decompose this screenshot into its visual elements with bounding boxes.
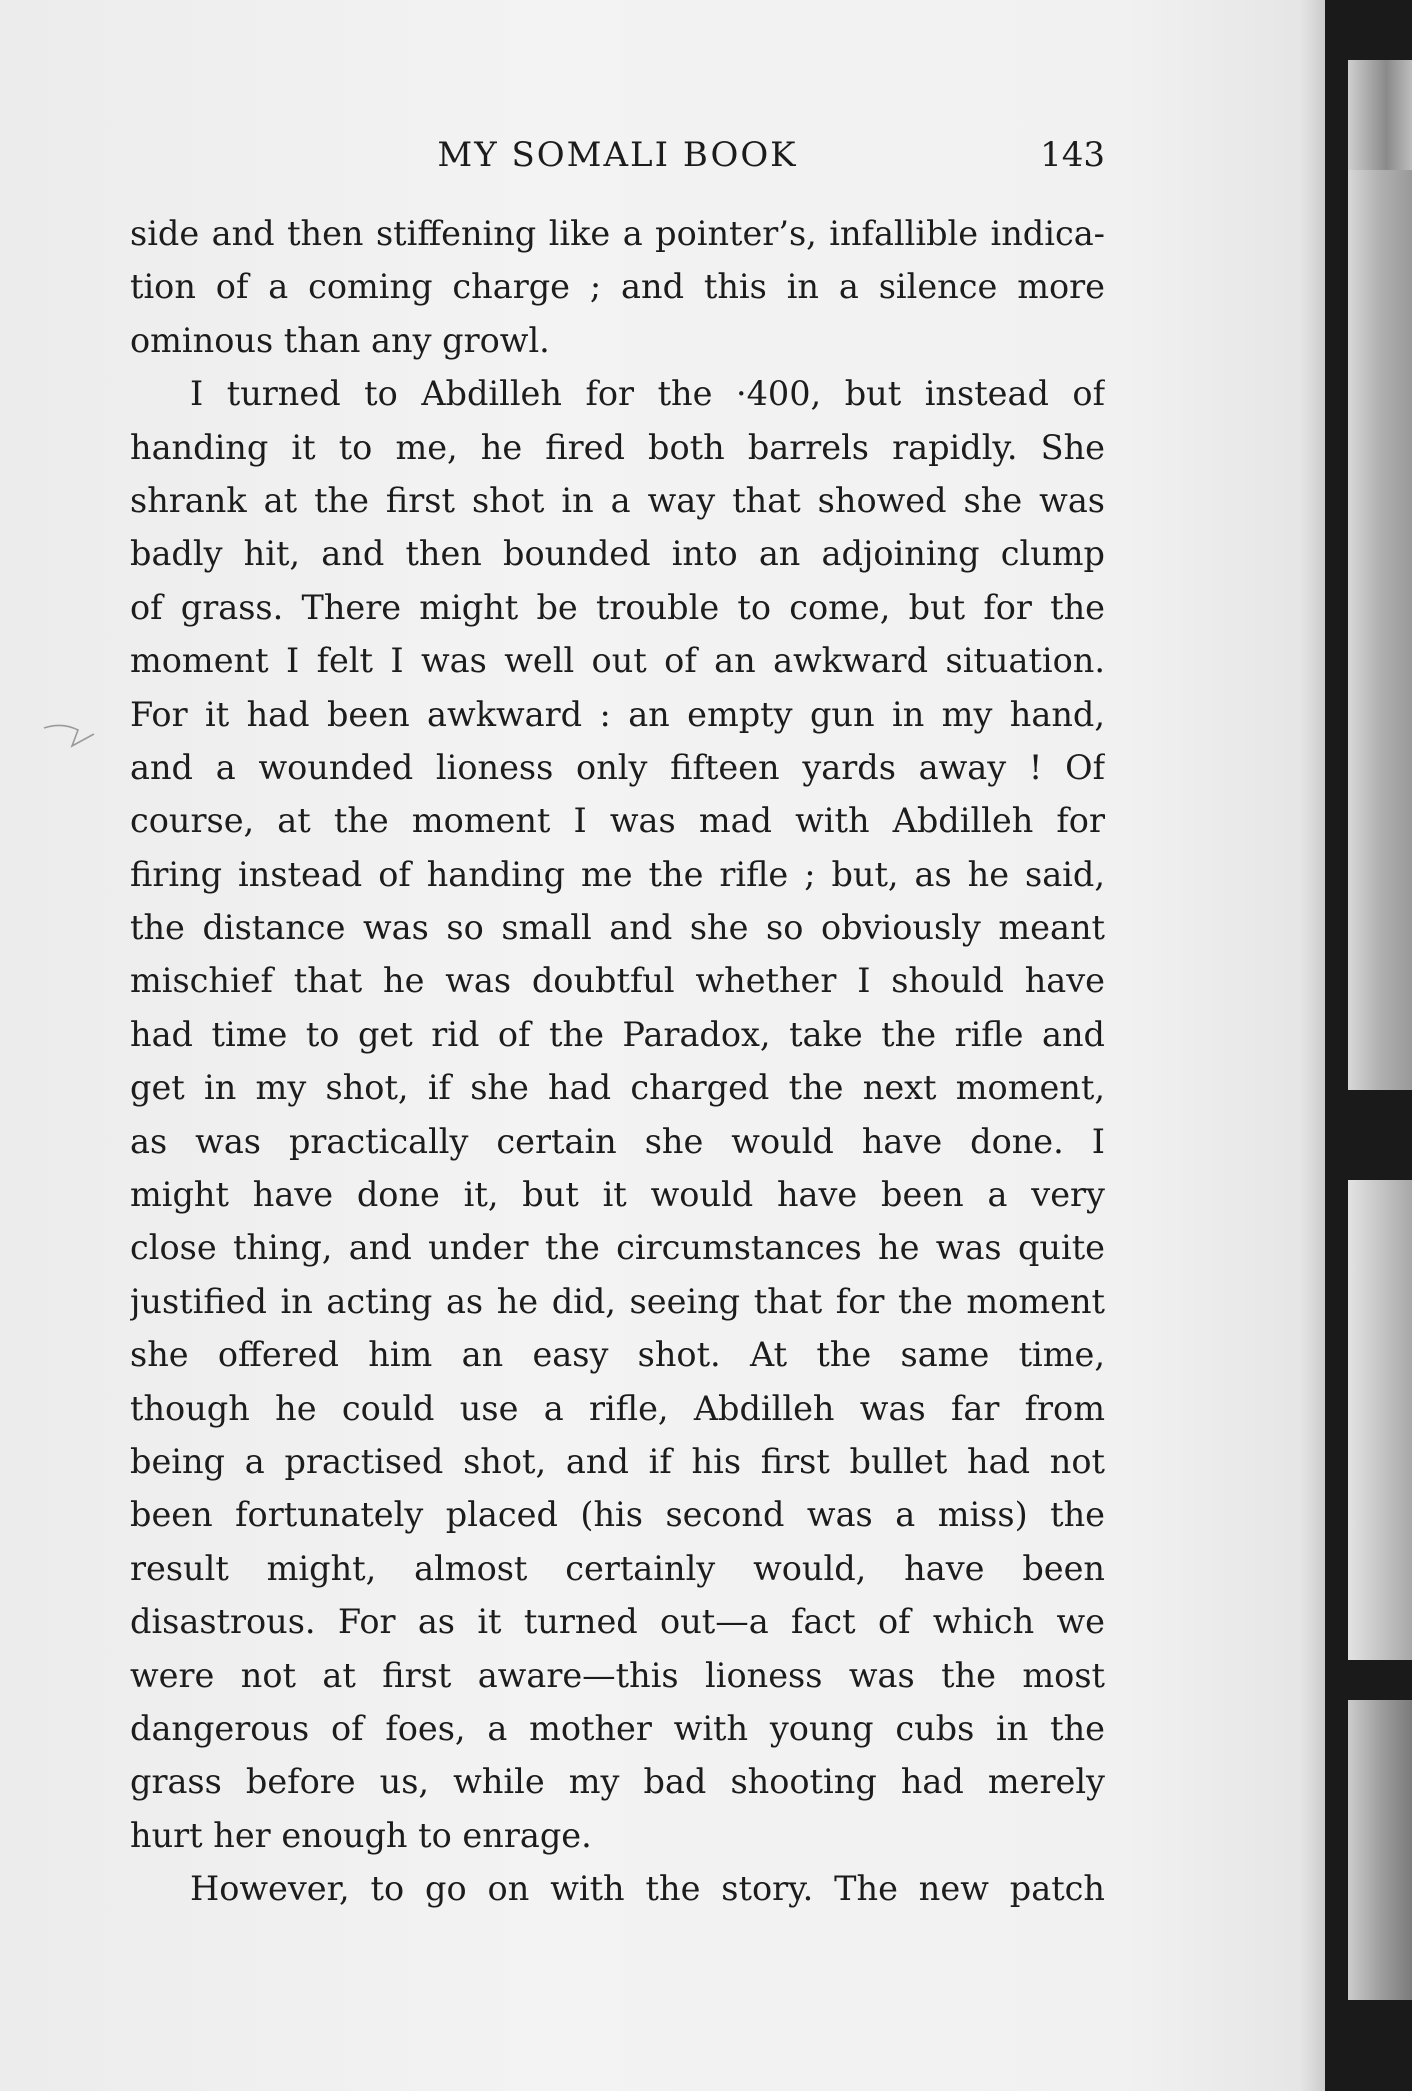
pencil-mark-icon <box>42 716 112 756</box>
text-line: justified in acting as he did, seeing that for the moment <box>130 1281 1105 1321</box>
body-text <box>130 207 1105 1916</box>
text-line: side and then stiffening like a pointer’s, infallible indica- <box>130 214 1105 253</box>
text-line: get in my shot, if she had charged the next moment, <box>130 1068 1105 1108</box>
text-line: For it had been awkward : an empty gun in my hand, <box>130 694 1105 734</box>
text-line: close thing, and under the circumstances he was quite <box>130 1228 1105 1268</box>
text-line: tion of a coming charge ; and this in a silence more <box>130 267 1105 307</box>
text-line: been fortunately placed (his second was a miss) the <box>130 1495 1105 1535</box>
text-line: and a wounded lioness only fifteen yards away ! Of <box>130 747 1105 787</box>
text-line: However, to go on with the story. The new patch <box>190 1869 1105 1909</box>
text-line: being a practised shot, and if his first bullet had not <box>130 1441 1105 1481</box>
text-line: as was practically certain she would have done. I <box>130 1121 1105 1161</box>
page-edge-strip <box>1348 170 1412 1090</box>
page-edge-strip <box>1348 60 1412 170</box>
text-line: I turned to Abdilleh for the ·400, but instead of <box>190 374 1105 414</box>
text-line: result might, almost certainly would, have been <box>130 1548 1105 1588</box>
page-edge-strip <box>1348 1700 1412 2000</box>
text-line: grass before us, while my bad shooting had merely <box>130 1762 1105 1802</box>
text-line: course, at the moment I was mad with Abdilleh for <box>130 801 1105 841</box>
text-line: might have done it, but it would have been a very <box>130 1175 1105 1215</box>
page-header <box>130 130 1105 180</box>
text-line: firing instead of handing me the rifle ; but, as he said, <box>130 854 1105 894</box>
page-gutter-shadow <box>1300 0 1328 2091</box>
text-line: mischief that he was doubtful whether I should have <box>130 961 1105 1001</box>
text-line: dangerous of foes, a mother with young cubs in the <box>130 1708 1105 1748</box>
text-line: shrank at the first shot in a way that showed she was <box>130 480 1105 520</box>
page-number: 143 <box>1040 135 1105 175</box>
running-title: MY SOMALI BOOK <box>437 135 798 175</box>
text-line: moment I felt I was well out of an awkward situation. <box>130 641 1105 681</box>
text-line: had time to get rid of the Paradox, take the rifle and <box>130 1014 1105 1054</box>
text-line: though he could use a rifle, Abdilleh was far from <box>130 1388 1105 1428</box>
text-line: handing it to me, he fired both barrels rapidly. She <box>130 427 1105 467</box>
page-edge-strip <box>1348 1180 1412 1660</box>
text-line: she offered him an easy shot. At the same time, <box>130 1335 1105 1375</box>
text-line: were not at first aware—this lioness was the most <box>130 1655 1105 1695</box>
text-line: hurt her enough to enrage. <box>130 1815 592 1855</box>
text-line: disastrous. For as it turned out—a fact of which we <box>130 1602 1105 1642</box>
text-line: the distance was so small and she so obviously meant <box>130 908 1105 948</box>
text-line: of grass. There might be trouble to come, but for the <box>130 587 1105 627</box>
text-line: badly hit, and then bounded into an adjoining clump <box>130 534 1105 574</box>
text-line: ominous than any growl. <box>130 320 550 360</box>
